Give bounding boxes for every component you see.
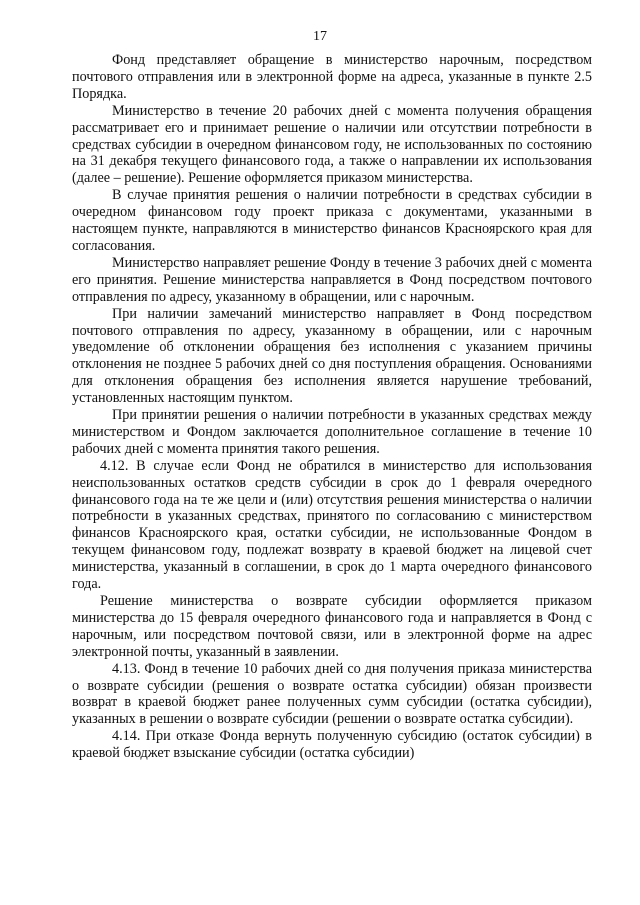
paragraph: 4.14. При отказе Фонда вернуть полученную субсидию (остаток субсидии) в краевой бюджет взыскание субсидии (остатка субсидии)	[72, 728, 592, 762]
paragraph: При наличии замечаний министерство направляет в Фонд посредством почтового отправления по адресу, указанному в обращении, или с нарочным уведомление об отклонении обращения без исполнения с указанием причины отклонения не позднее 5 рабочих дней со дня поступления обращения. Основаниями для отклонения обращения без исполнения является нарушение требований, установленных настоящим пунктом.	[72, 305, 592, 407]
paragraph: Решение министерства о возврате субсидии оформляется приказом министерства до 15 февраля очередного финансового года и направляется в Фонд с нарочным, или посредством почтовой связи, или в электронной форме на адрес электронной почты, указанный в заявлении.	[72, 593, 592, 660]
paragraph: В случае принятия решения о наличии потребности в средствах субсидии в очередном финансовом году проект приказа с документами, указанными в настоящем пункте, направляются в министерство финансов Красноярского края для согласования.	[72, 187, 592, 254]
paragraph: 4.12. В случае если Фонд не обратился в министерство для использования неиспользованных остатков средств субсидии в срок до 1 февраля очередного финансового года на те же цели и (или) отсутствия решения министерства о наличии потребности в указанных средствах, принятого по согласованию с министерством финансов Красноярского края, остатки субсидии, не использованные Фондом в текущем финансовом году, подлежат возврату в краевой бюджет на лицевой счет министерства, указанный в соглашении, в срок до 1 марта очередного финансового года.	[72, 457, 592, 593]
paragraph: При принятии решения о наличии потребности в указанных средствах между министерством и Фондом заключается дополнительное соглашение в течение 10 рабочих дней с момента принятия такого решения.	[72, 407, 592, 457]
paragraph: Министерство направляет решение Фонду в течение 3 рабочих дней с момента его принятия. Решение министерства направляется в Фонд посредством почтового отправления по адресу, указанному в обращении, или с нарочным.	[72, 254, 592, 305]
page-number: 17	[313, 29, 327, 44]
document-body	[72, 52, 592, 762]
paragraph: Министерство в течение 20 рабочих дней с момента получения обращения рассматривает его и принимает решение о наличии или отсутствии потребности в средствах субсидии в очередном финансовом году, не использованных по состоянию на 31 декабря текущего финансового года, а также о направлении их использования (далее – решение). Решение оформляется приказом министерства.	[72, 102, 592, 187]
paragraph: Фонд представляет обращение в министерство нарочным, посредством почтового отправления или в электронной форме на адреса, указанные в пункте 2.5 Порядка.	[72, 52, 592, 102]
paragraph: 4.13. Фонд в течение 10 рабочих дней со дня получения приказа министерства о возврате субсидии (решения о возврате остатка субсидии) обязан произвести возврат в краевой бюджет ранее полученных сумм субсидии (остатка субсидии), указанных в решении о возврате субсидии (решении о возврате остатка субсидии).	[72, 660, 592, 728]
